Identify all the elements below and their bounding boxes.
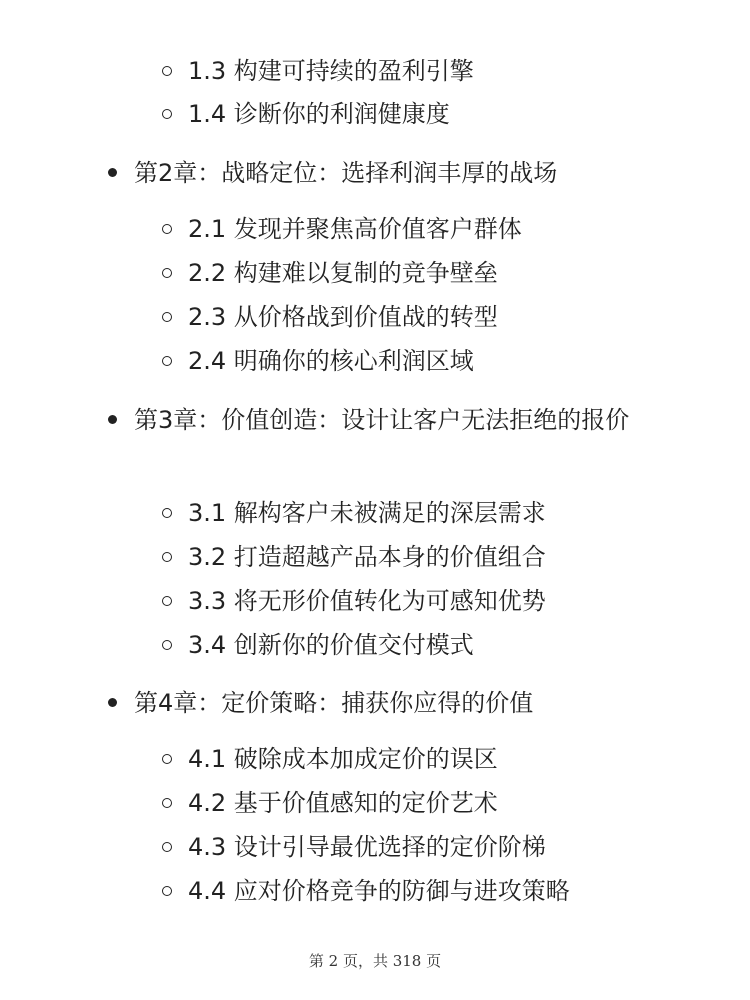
- chapter-title: 第2章：战略定位：选择利润丰厚的战场: [134, 159, 558, 187]
- section-title: 4.3 设计引导最优选择的定价阶梯: [188, 833, 546, 861]
- section-title: 4.2 基于价值感知的定价艺术: [188, 789, 498, 817]
- hollow-bullet-icon: [162, 356, 172, 366]
- section-title: 3.4 创新你的价值交付模式: [188, 631, 474, 659]
- hollow-bullet-icon: [162, 596, 172, 606]
- chapter-heading: [108, 400, 668, 440]
- section-title: 4.4 应对价格竞争的防御与进攻策略: [188, 877, 570, 905]
- hollow-bullet-icon: [162, 754, 172, 764]
- page-number: 第 2 页，共 318 页: [308, 952, 442, 970]
- section-title: 2.2 构建难以复制的竞争壁垒: [188, 259, 498, 287]
- section-title: 3.1 解构客户未被满足的深层需求: [188, 499, 546, 527]
- list-item: [162, 741, 498, 777]
- hollow-bullet-icon: [162, 312, 172, 322]
- hollow-bullet-icon: [162, 552, 172, 562]
- section-title: 1.4 诊断你的利润健康度: [188, 100, 450, 128]
- section-title: 1.3 构建可持续的盈利引擎: [188, 57, 474, 85]
- list-item: [162, 495, 546, 531]
- list-item: [162, 53, 474, 89]
- section-title: 3.3 将无形价值转化为可感知优势: [188, 587, 546, 615]
- section-title: 2.3 从价格战到价值战的转型: [188, 303, 498, 331]
- chapter-title: 第3章：价值创造：设计让客户无法拒绝的报价: [134, 406, 630, 434]
- filled-bullet-icon: [108, 698, 117, 707]
- section-title: 3.2 打造超越产品本身的价值组合: [188, 543, 546, 571]
- hollow-bullet-icon: [162, 109, 172, 119]
- hollow-bullet-icon: [162, 268, 172, 278]
- chapter-heading: [108, 153, 668, 193]
- section-title: 4.1 破除成本加成定价的误区: [188, 745, 498, 773]
- section-title: 2.4 明确你的核心利润区域: [188, 347, 474, 375]
- hollow-bullet-icon: [162, 798, 172, 808]
- list-item: [162, 627, 474, 663]
- filled-bullet-icon: [108, 415, 117, 424]
- section-title: 2.1 发现并聚焦高价值客户群体: [188, 215, 522, 243]
- list-item: [162, 583, 546, 619]
- chapter-heading: [108, 683, 668, 723]
- hollow-bullet-icon: [162, 508, 172, 518]
- hollow-bullet-icon: [162, 224, 172, 234]
- list-item: [162, 255, 498, 291]
- list-item: [162, 299, 498, 335]
- hollow-bullet-icon: [162, 640, 172, 650]
- chapter-title: 第4章：定价策略：捕获你应得的价值: [134, 689, 534, 717]
- hollow-bullet-icon: [162, 66, 172, 76]
- list-item: [162, 211, 522, 247]
- hollow-bullet-icon: [162, 842, 172, 852]
- list-item: [162, 539, 546, 575]
- list-item: [162, 343, 474, 379]
- list-item: [162, 96, 450, 132]
- list-item: [162, 829, 546, 865]
- list-item: [162, 873, 570, 909]
- filled-bullet-icon: [108, 168, 117, 177]
- list-item: [162, 785, 498, 821]
- hollow-bullet-icon: [162, 886, 172, 896]
